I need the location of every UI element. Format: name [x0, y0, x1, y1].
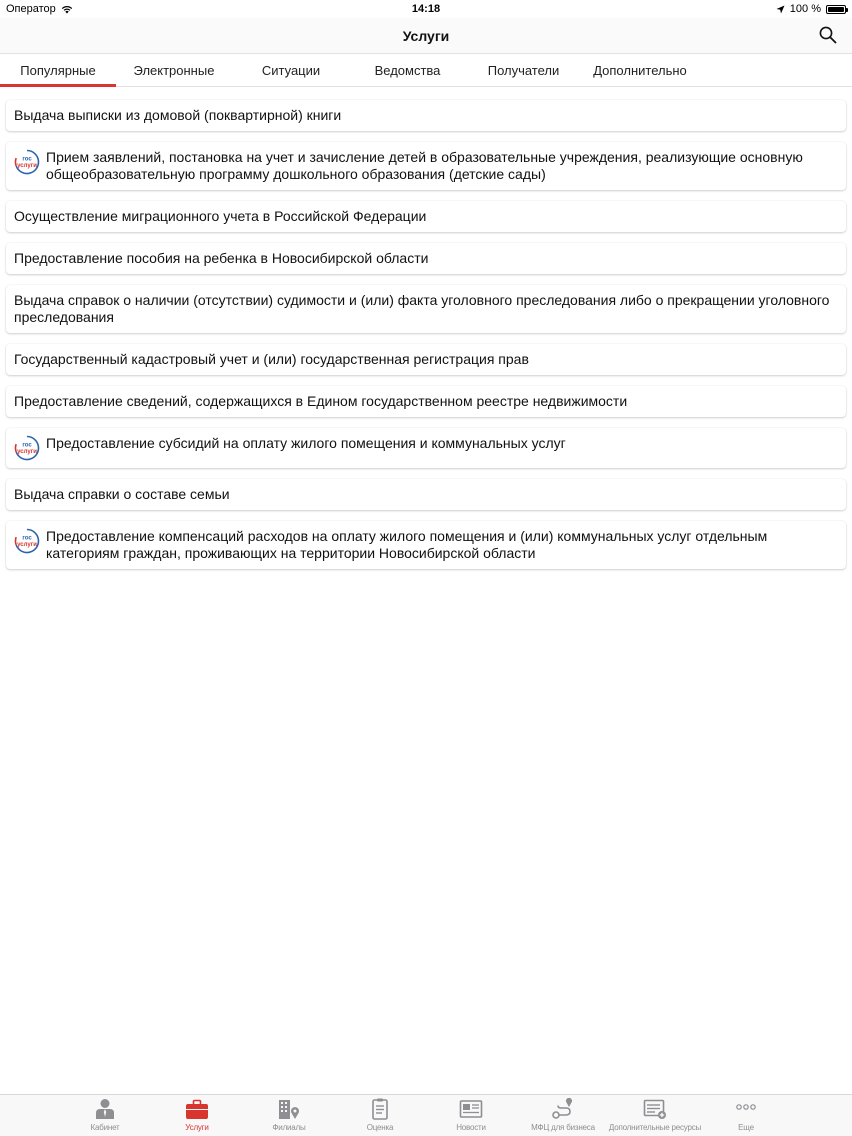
tabbar-branches[interactable] — [245, 1098, 333, 1136]
tab-electronic[interactable]: Электронные — [133, 63, 215, 78]
clipboard-icon — [368, 1098, 392, 1120]
svg-text:услуги: услуги — [17, 163, 37, 169]
route-icon — [551, 1098, 575, 1120]
svg-text:гос: гос — [22, 442, 32, 449]
list-item[interactable] — [6, 386, 846, 417]
svg-text:услуги: услуги — [17, 542, 37, 548]
svg-text:гос: гос — [22, 156, 32, 163]
tabbar-label: Новости — [456, 1123, 486, 1132]
tabbar-label: МФЦ для бизнеса — [531, 1123, 595, 1132]
list-item[interactable] — [6, 285, 846, 333]
service-title: Предоставление субсидий на оплату жилого помещения и коммунальных услуг — [46, 435, 566, 451]
tab-situations[interactable]: Ситуации — [261, 63, 321, 78]
tabbar-rating[interactable] — [336, 1098, 424, 1136]
service-title: Выдача справки о составе семьи — [14, 486, 230, 502]
carrier-label: Оператор — [6, 3, 56, 15]
tab-departments[interactable]: Ведомства — [374, 63, 441, 78]
tabbar-label: Кабинет — [90, 1123, 120, 1132]
list-item[interactable] — [6, 479, 846, 510]
list-item[interactable] — [6, 344, 846, 375]
service-title: Прием заявлений, постановка на учет и зачисление детей в образовательные учреждения, реализующие основную общеобразовательную программу дошкольного образования (детские сады) — [46, 149, 803, 182]
bottom-tab-bar — [0, 1094, 852, 1136]
service-title: Предоставление компенсаций расходов на оплату жилого помещения и (или) коммунальных услуг отдельным категориям граждан, проживающих на территории Новосибирской области — [46, 528, 768, 561]
tabbar-services[interactable] — [153, 1098, 241, 1136]
newspaper-icon — [459, 1098, 483, 1120]
tabbar-more[interactable] — [702, 1098, 790, 1136]
service-title: Государственный кадастровый учет и (или) государственная регистрация прав — [14, 351, 529, 367]
list-item[interactable] — [6, 142, 846, 190]
list-item[interactable] — [6, 428, 846, 468]
person-icon — [93, 1098, 117, 1120]
gosuslugi-logo-icon — [14, 435, 40, 461]
service-title: Выдача справок о наличии (отсутствии) судимости и (или) факта уголовного преследования либо о прекращении уголовного преследования — [14, 292, 830, 325]
service-title: Предоставление пособия на ребенка в Новосибирской области — [14, 250, 429, 266]
battery-icon — [826, 5, 846, 14]
tabbar-resources[interactable] — [608, 1098, 702, 1136]
tabbar-cabinet[interactable] — [61, 1098, 149, 1136]
tabbar-label: Филиалы — [272, 1123, 306, 1132]
list-item[interactable] — [6, 243, 846, 274]
services-list — [6, 100, 846, 580]
location-arrow-icon — [776, 5, 785, 14]
navigation-bar — [0, 18, 852, 54]
page-title: Услуги — [402, 28, 450, 44]
list-item[interactable] — [6, 521, 846, 569]
svg-text:услуги: услуги — [17, 449, 37, 455]
gosuslugi-logo-icon — [14, 528, 40, 554]
category-tabs — [0, 55, 852, 87]
list-item[interactable] — [6, 201, 846, 232]
svg-text:гос: гос — [22, 535, 32, 542]
battery-percent: 100 % — [789, 3, 821, 15]
service-title: Предоставление сведений, содержащихся в Едином государственном реестре недвижимости — [14, 393, 628, 409]
tabbar-label: Услуги — [185, 1123, 209, 1132]
tabbar-label: Оценка — [366, 1123, 394, 1132]
status-bar — [0, 0, 852, 18]
tabbar-label: Еще — [738, 1123, 754, 1132]
more-dots-icon — [734, 1098, 758, 1120]
service-title: Осуществление миграционного учета в Российской Федерации — [14, 208, 427, 224]
list-add-icon — [643, 1098, 667, 1120]
gosuslugi-logo-icon — [14, 149, 40, 175]
service-title: Выдача выписки из домовой (поквартирной) книги — [14, 107, 342, 123]
list-item[interactable] — [6, 100, 846, 131]
briefcase-icon — [185, 1098, 209, 1120]
building-pin-icon — [277, 1098, 301, 1120]
tab-additional[interactable]: Дополнительно — [593, 63, 687, 78]
tab-popular[interactable]: Популярные — [0, 55, 116, 86]
tabbar-news[interactable] — [427, 1098, 515, 1136]
clock: 14:18 — [411, 3, 441, 15]
search-icon[interactable] — [818, 25, 838, 45]
tabbar-business[interactable] — [519, 1098, 607, 1136]
tab-recipients[interactable]: Получатели — [487, 63, 560, 78]
tabbar-label: Дополнительные ресурсы — [608, 1123, 702, 1132]
